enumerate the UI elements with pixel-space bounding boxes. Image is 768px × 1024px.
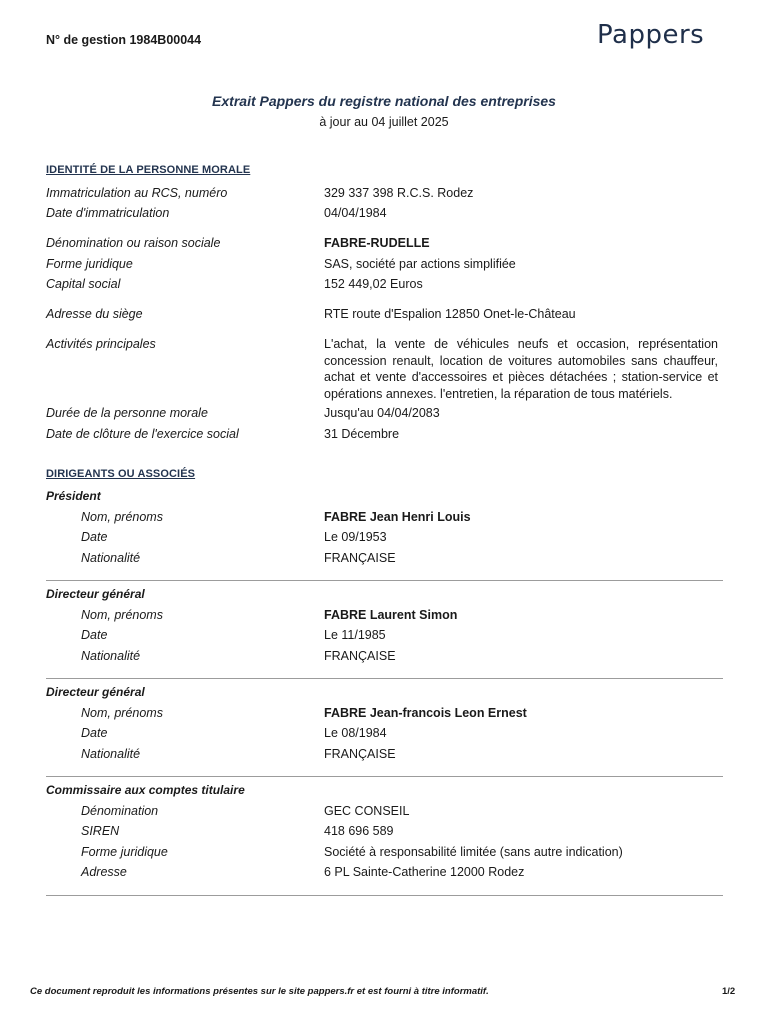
document-title: Extrait Pappers du registre national des entreprises	[212, 93, 556, 109]
field-value: 6 PL Sainte-Catherine 12000 Rodez	[324, 865, 525, 879]
field-value: 31 Décembre	[324, 427, 400, 441]
field-value: FRANÇAISE	[324, 551, 396, 565]
divider	[46, 678, 723, 679]
field-label: Date de clôture de l'exercice social	[46, 427, 239, 441]
field-label: Nom, prénoms	[81, 510, 163, 524]
field-value: 152 449,02 Euros	[324, 277, 423, 291]
field-label: Activités principales	[46, 337, 156, 351]
field-label: Dénomination	[81, 804, 159, 818]
section-identite-heading: IDENTITÉ DE LA PERSONNE MORALE	[46, 164, 251, 176]
field-value: Le 11/1985	[324, 628, 386, 642]
field-label: Adresse	[81, 865, 127, 879]
page-number: 1/2	[722, 986, 736, 997]
role-title: Commissaire aux comptes titulaire	[46, 783, 245, 797]
field-value: 04/04/1984	[324, 206, 387, 220]
field-value: L'achat, la vente de véhicules neufs et occasion, représentation concession renault, location de voitures automobiles sans chauffeur, achat et vente d'accessoires et pièces détachées ; station-service et opérations annexes. l'entretien, la réparation de tous matériels.	[324, 337, 718, 401]
field-value: 418 696 589	[324, 824, 394, 838]
field-label: Dénomination ou raison sociale	[46, 236, 221, 250]
field-value: FRANÇAISE	[324, 649, 396, 663]
field-label: Date d'immatriculation	[46, 206, 170, 220]
field-value: FABRE-RUDELLE	[324, 236, 430, 250]
field-label: Nationalité	[81, 747, 141, 761]
field-value: FABRE Jean Henri Louis	[324, 510, 471, 524]
field-value: 329 337 398 R.C.S. Rodez	[324, 186, 474, 200]
field-label: Immatriculation au RCS, numéro	[46, 186, 228, 200]
divider	[46, 895, 723, 896]
field-label: Forme juridique	[81, 845, 168, 859]
field-label: Date	[81, 726, 108, 740]
field-label: Nom, prénoms	[81, 608, 163, 622]
field-value: Société à responsabilité limitée (sans autre indication)	[324, 845, 623, 859]
role-title: Président	[46, 489, 101, 503]
field-label: Date	[81, 628, 108, 642]
field-label: SIREN	[81, 824, 120, 838]
gestion-number: N° de gestion 1984B00044	[46, 33, 202, 47]
field-label: Nationalité	[81, 649, 141, 663]
field-label: Capital social	[46, 277, 121, 291]
field-label: Nom, prénoms	[81, 706, 163, 720]
field-value: Jusqu'au 04/04/2083	[324, 406, 440, 420]
divider	[46, 580, 723, 581]
role-title: Directeur général	[46, 587, 145, 601]
field-label: Adresse du siège	[46, 307, 143, 321]
document-date: à jour au 04 juillet 2025	[319, 115, 449, 129]
section-dirigeants-heading: DIRIGEANTS OU ASSOCIÉS	[46, 468, 196, 480]
role-title: Directeur général	[46, 685, 145, 699]
field-value: SAS, société par actions simplifiée	[324, 257, 516, 271]
pappers-logo: Pappers	[597, 20, 705, 50]
field-value: Le 08/1984	[324, 726, 387, 740]
field-label: Nationalité	[81, 551, 141, 565]
field-value: Le 09/1953	[324, 530, 387, 544]
field-value: GEC CONSEIL	[324, 804, 410, 818]
divider	[46, 776, 723, 777]
field-value: FABRE Jean-francois Leon Ernest	[324, 706, 527, 720]
field-label: Date	[81, 530, 108, 544]
field-label: Durée de la personne morale	[46, 406, 208, 420]
field-value: FRANÇAISE	[324, 747, 396, 761]
footer-disclaimer: Ce document reproduit les informations présentes sur le site pappers.fr et est fourni à titre informatif.	[30, 986, 489, 997]
field-label: Forme juridique	[46, 257, 133, 271]
field-value: RTE route d'Espalion 12850 Onet-le-Château	[324, 307, 576, 321]
field-value: FABRE Laurent Simon	[324, 608, 458, 622]
